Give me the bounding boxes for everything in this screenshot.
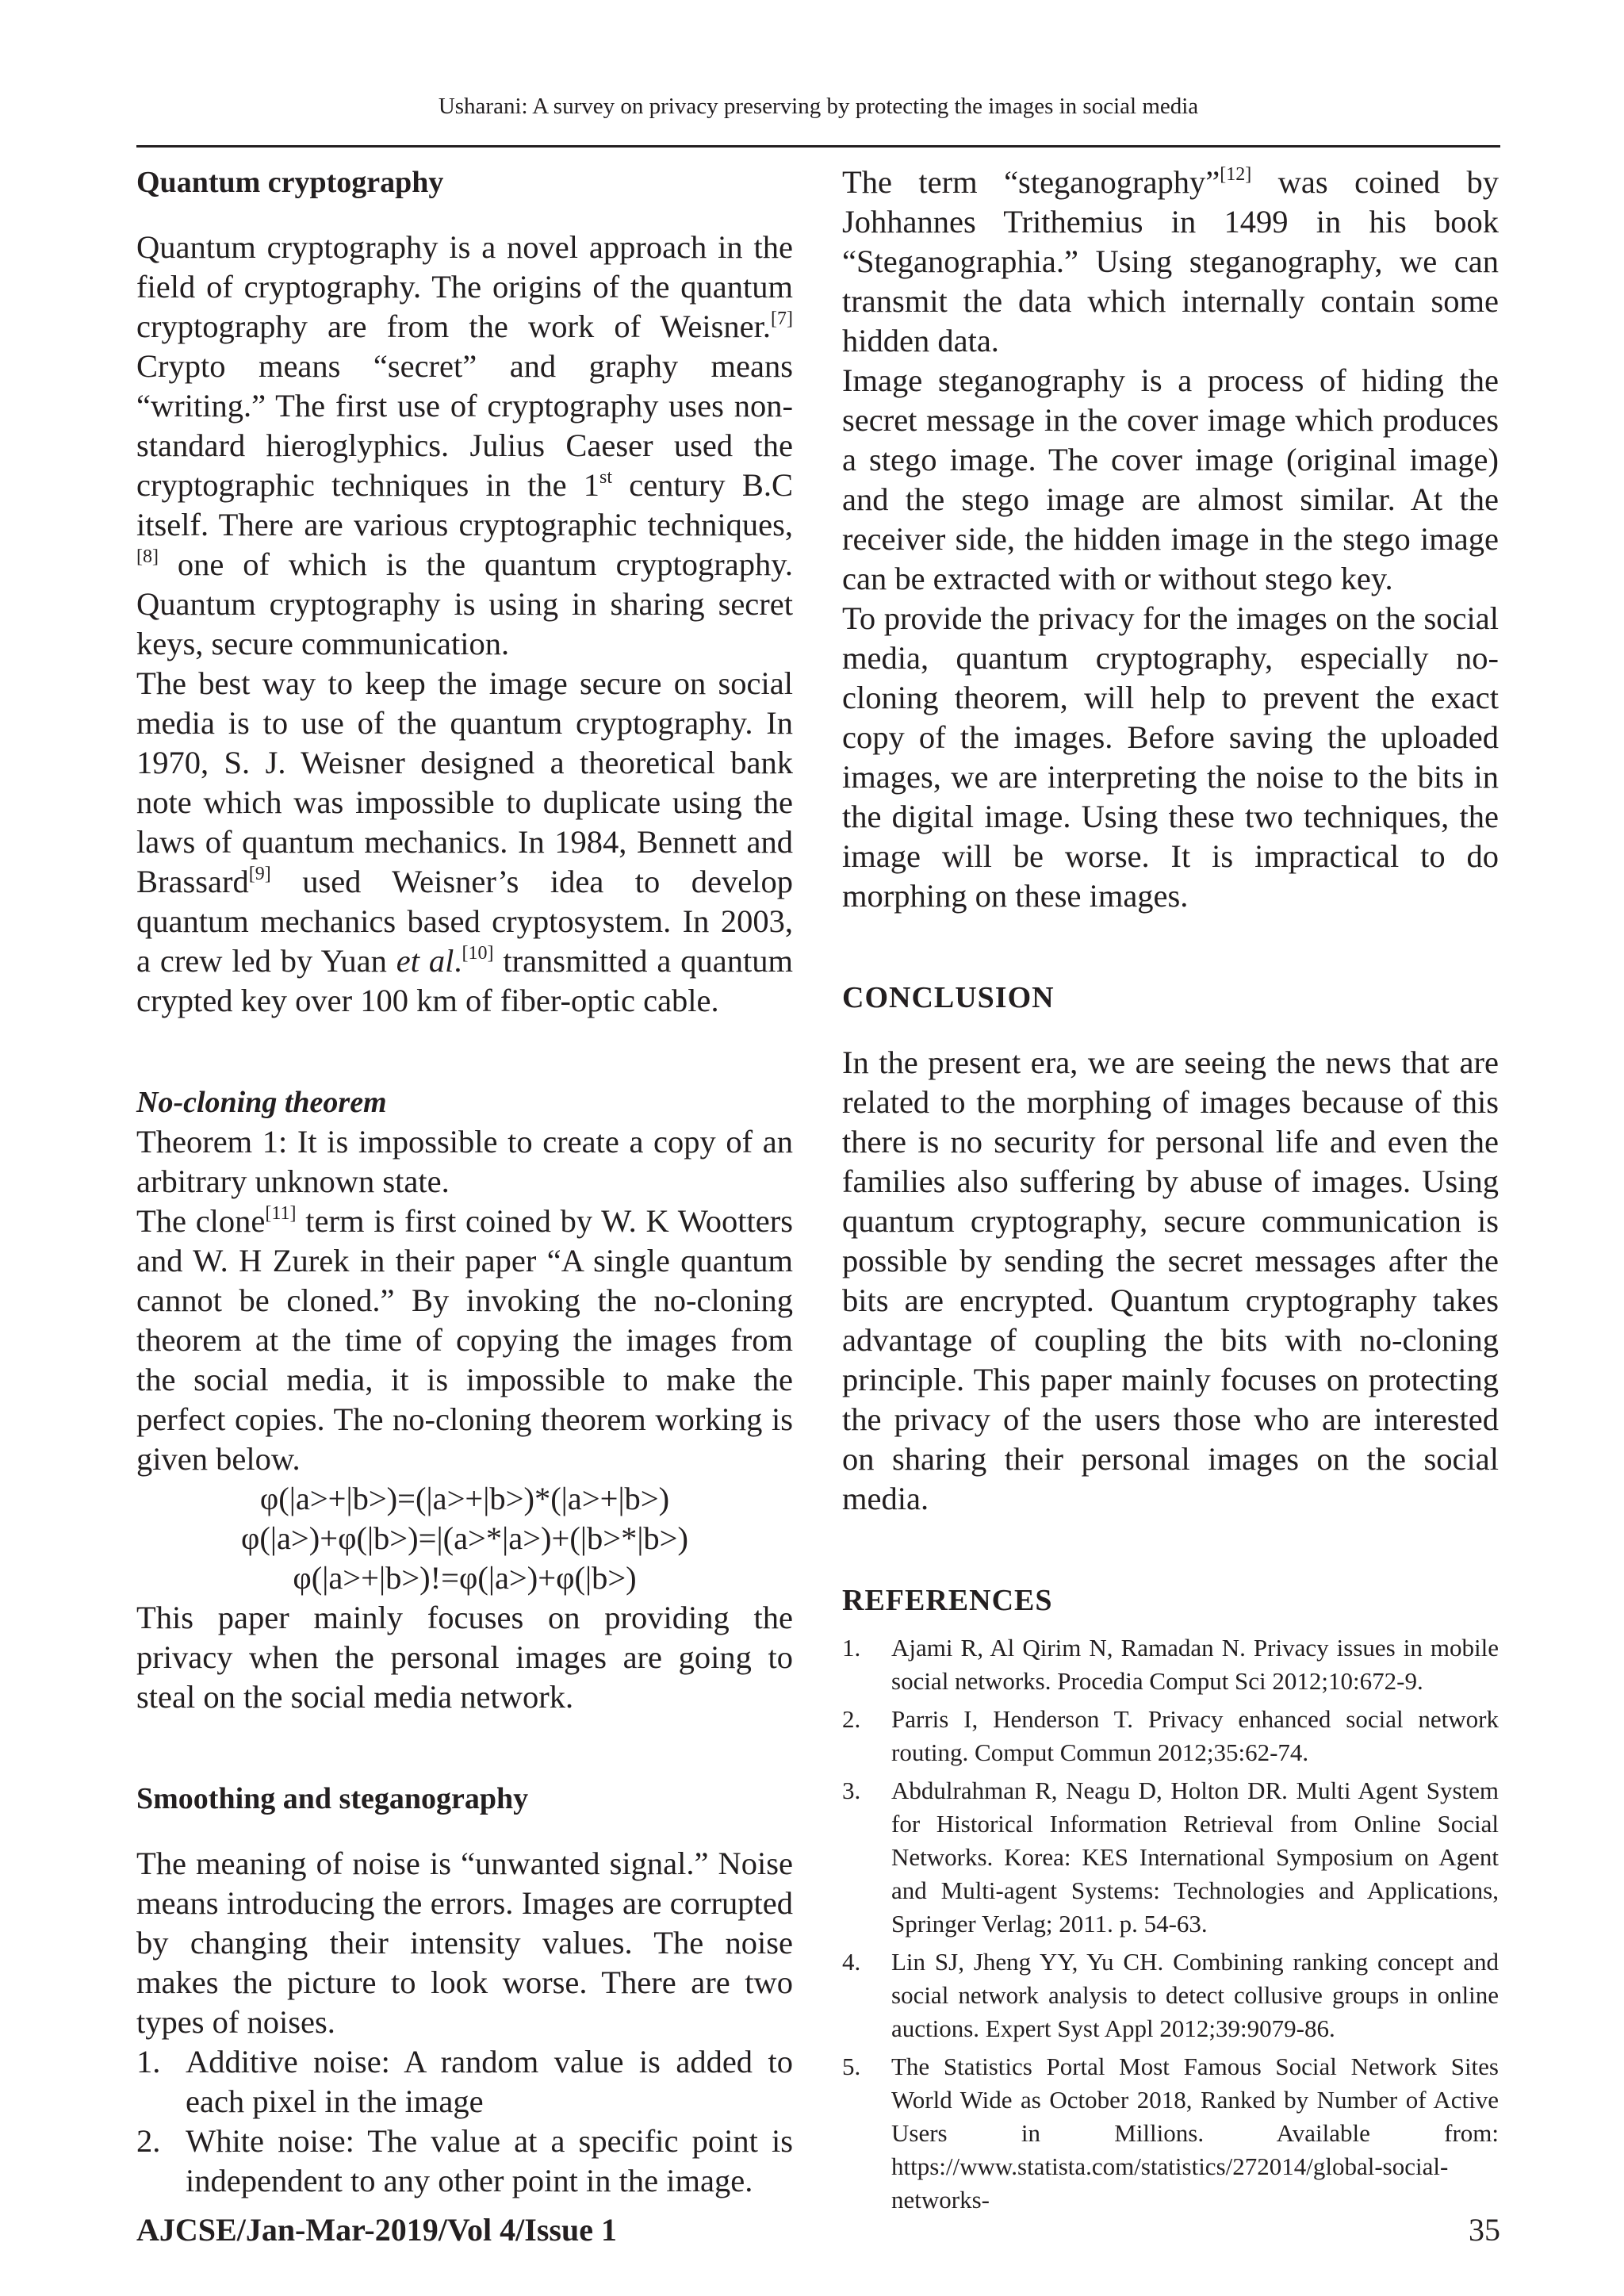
citation-7[interactable]: [7] — [771, 308, 793, 329]
paragraph-conclusion: In the present era, we are seeing the news that are related to the morphing of images because of this there is no security for personal life and even the families also suffering by abuse of images. Using quantum cryptography, secure communication is possible by sending the secret messages after the bits are encrypted. Quantum cryptography takes advantage of coupling the bits with no-cloning principle. This paper mainly focuses on protecting the privacy of the users those who are interested on sharing their personal images on the social media. — [842, 1045, 1499, 1516]
reference-item: 5. The Statistics Portal Most Famous Social Network Sites World Wide as October 2018, Ranked by Number of Active Users in Millions. Available from: https://www.statista.com/statistics/272014/global-social-networks- — [842, 2053, 1499, 2214]
paragraph-image-steganography: Image steganography is a process of hiding the secret message in the cover image which produces a stego image. The cover image (original image) and the stego image are almost similar. At the receiver side, the hidden image in the stego image can be extracted with or without stego key. — [842, 362, 1499, 596]
equation-1: φ(|a>+|b>)=(|a>+|b>)*(|a>+|b>) — [259, 1481, 670, 1516]
paragraph-no-cloning-summary: This paper mainly focuses on providing the privacy when the personal images are going to steal on the social media network. — [136, 1600, 793, 1715]
reference-item: 1. Ajami R, Al Qirim N, Ramadan N. Privacy issues in mobile social networks. Procedia Comput Sci 2012;10:672-9. — [842, 1634, 1499, 1695]
equation-3: φ(|a>+|b>)!=φ(|a>)+φ(|b>) — [293, 1560, 637, 1596]
reference-item: 4. Lin SJ, Jheng YY, Yu CH. Combining ranking concept and social network analysis to detect collusive groups in online auctions. Expert Syst Appl 2012;39:9079-86. — [842, 1948, 1499, 2042]
header-rule — [136, 145, 1500, 148]
paragraph-quantum-cryptography-history: The best way to keep the image secure on social media is to use of the quantum cryptography. In 1970, S. J. Weisner designed a theoretical bank note which was impossible to duplicate using the laws of quantum mechanics. In 1984, Bennett and Brassard[9] used Weisner’s idea to develop quantum mechanics based cryptosystem. In 2003, a crew led by Yuan et al.[10] transmitted a quantum crypted key over 100 km of fiber-optic cable. — [136, 665, 794, 1018]
citation-10[interactable]: [10] — [462, 942, 494, 964]
noise-types-list — [136, 2042, 793, 2201]
paragraph-no-cloning: The clone[11] term is first coined by W. K Wootters and W. H Zurek in their paper “A single quantum cannot be cloned.” By invoking the no-cloning theorem at the time of copying the images from the social media, it is impossible to make the perfect copies. The no-cloning theorem working is given below. — [136, 1202, 793, 1477]
paragraph-noise: The meaning of noise is “unwanted signal.” Noise means introducing the errors. Images are corrupted by changing their intensity values. The noise makes the picture to look worse. There are two types of noises. — [136, 1846, 793, 2040]
citation-8[interactable]: [8] — [136, 546, 159, 567]
reference-item: 3. Abdulrahman R, Neagu D, Holton DR. Multi Agent System for Historical Information Retrieval from Online Social Networks. Korea: KES International Symposium on Agent and Multi-agent Systems: Technologies and Applications, Springer Verlag; 2011. p. 54-63. — [842, 1777, 1499, 1938]
section-heading-conclusion: CONCLUSION — [842, 981, 1055, 1014]
reference-item: 2. Parris I, Henderson T. Privacy enhanced social network routing. Comput Commun 2012;35:62-74. — [842, 1705, 1499, 1766]
footer-page-number: 35 — [1469, 2212, 1500, 2248]
running-header: Usharani: A survey on privacy preserving by protecting the images in social media — [438, 94, 1199, 119]
list-item: 2. White noise: The value at a specific point is independent to any other point in the image. — [136, 2123, 793, 2198]
section-heading-smoothing-steganography: Smoothing and steganography — [136, 1782, 529, 1815]
theorem-statement: Theorem 1: It is impossible to create a copy of an arbitrary unknown state. — [136, 1124, 793, 1199]
paragraph-quantum-cryptography-intro: Quantum cryptography is a novel approach in the field of cryptography. The origins of the quantum cryptography are from the work of Weisner.[7] Crypto means “secret” and graphy means “writing.” The first use of cryptography uses non-standard hieroglyphics. Julius Caeser used the cryptographic techniques in the 1st century B.C itself. There are various cryptographic techniques,[8] one of which is the quantum cryptography. Quantum cryptography is using in sharing secret keys, secure communication. — [136, 229, 793, 661]
left-column — [136, 163, 793, 2201]
subsection-heading-no-cloning: No-cloning theorem — [136, 1086, 387, 1119]
right-column — [842, 163, 1499, 2221]
citation-9[interactable]: [9] — [248, 863, 271, 884]
footer-journal-info: AJCSE/Jan-Mar-2019/Vol 4/Issue 1 — [136, 2212, 617, 2248]
list-item: 1. Additive noise: A random value is added to each pixel in the image — [136, 2044, 793, 2119]
section-heading-references: REFERENCES — [842, 1584, 1053, 1617]
citation-11[interactable]: [11] — [265, 1202, 297, 1224]
paragraph-steganography-term: The term “steganography”[12] was coined by Johhannes Trithemius in 1499 in his book “Steganographia.” Using steganography, we can transmit the data which internally contain some hidden data. — [842, 163, 1499, 358]
superscript-st: st — [599, 466, 613, 488]
citation-12[interactable]: [12] — [1220, 163, 1252, 185]
section-heading-quantum-cryptography: Quantum cryptography — [136, 166, 444, 199]
references-list — [842, 1631, 1499, 2217]
paragraph-privacy-approach: To provide the privacy for the images on the social media, quantum cryptography, especially no-cloning theorem, will help to prevent the exact copy of the images. Before saving the uploaded images, we are interpreting the noise to the bits in the digital image. Using these two techniques, the image will be worse. It is impractical to do morphing on these images. — [842, 600, 1499, 914]
equation-2: φ(|a>)+φ(|b>)=|(a>*|a>)+(|b>*|b>) — [240, 1520, 689, 1556]
